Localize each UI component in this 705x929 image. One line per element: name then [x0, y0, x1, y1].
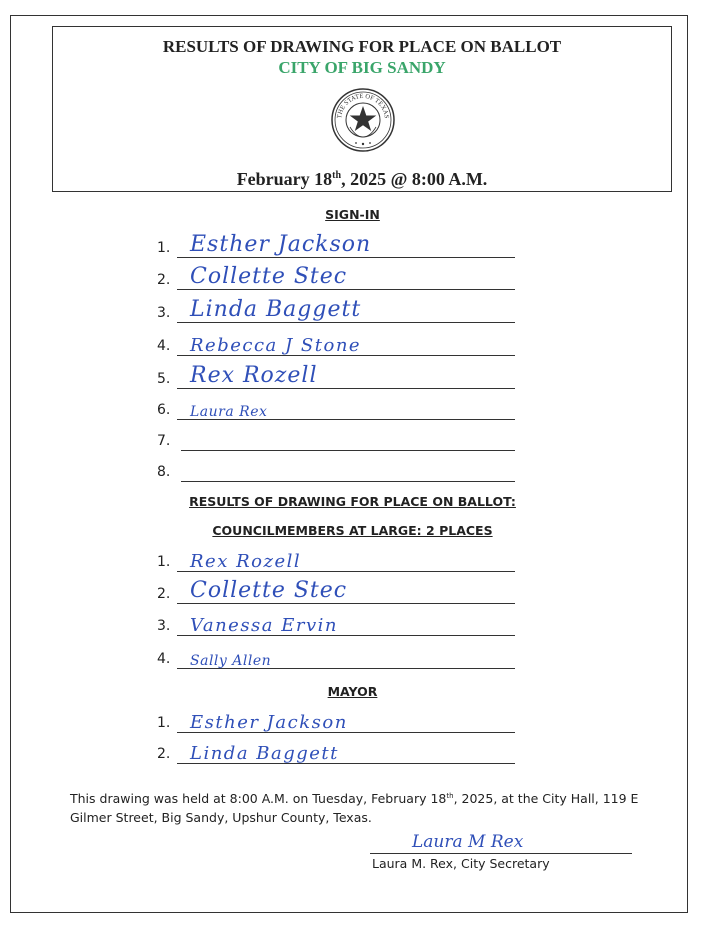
signature: Rex Rozell: [190, 551, 302, 572]
mayor-heading: MAYOR: [327, 684, 378, 699]
result-row: 2. Collette Stec: [0, 582, 705, 608]
result-row: 4. Sally Allen: [0, 647, 705, 673]
signature: Collette Stec: [190, 578, 348, 603]
signin-row: 8.: [0, 460, 705, 486]
mayor-row: 2. Linda Baggett: [0, 742, 705, 768]
signature: Collette Stec: [190, 264, 348, 289]
secretary-signature: Laura M Rex: [412, 832, 524, 852]
signin-row: 7.: [0, 429, 705, 455]
document-title: RESULTS OF DRAWING FOR PLACE ON BALLOT: [162, 37, 562, 56]
city-name: CITY OF BIG SANDY: [278, 58, 446, 77]
signature: Esther Jackson: [190, 232, 372, 257]
signature: Laura Rex: [190, 404, 268, 420]
results-subheading: COUNCILMEMBERS AT LARGE: 2 PLACES: [212, 523, 493, 538]
signature: Sally Allen: [190, 653, 272, 669]
header-box: [52, 26, 672, 192]
signin-heading: SIGN-IN: [325, 207, 380, 222]
secretary-label: Laura M. Rex, City Secretary: [372, 856, 550, 871]
signature: Rex Rozell: [190, 363, 318, 388]
drawing-date: February 18th, 2025 @ 8:00 A.M.: [236, 169, 488, 189]
mayor-row: 1. Esther Jackson: [0, 711, 705, 737]
result-row: 1. Rex Rozell: [0, 550, 705, 576]
result-row: 3. Vanessa Ervin: [0, 614, 705, 640]
results-heading: RESULTS OF DRAWING FOR PLACE ON BALLOT:: [189, 494, 516, 509]
signin-row: 5. Rex Rozell: [0, 367, 705, 393]
signature-line: [370, 853, 632, 854]
signature: Vanessa Ervin: [190, 615, 339, 636]
signature: Esther Jackson: [190, 712, 348, 733]
signature: Rebecca J Stone: [190, 335, 362, 356]
texas-seal-icon: [330, 87, 396, 153]
signin-row: 1. Esther Jackson: [0, 236, 705, 262]
signin-row: 3. Linda Baggett: [0, 301, 705, 327]
signature: Linda Baggett: [190, 743, 339, 764]
signin-row: 4. Rebecca J Stone: [0, 334, 705, 360]
seal-text: THE STATE OF TEXAS: [336, 92, 390, 119]
footer-statement: This drawing was held at 8:00 A.M. on Tuesday, February 18th, 2025, at the City Hall, 119 E Gilmer Street, Big Sandy, Upshur County, Texas.: [70, 791, 639, 826]
signature: Linda Baggett: [190, 297, 362, 322]
signin-row: 2. Collette Stec: [0, 268, 705, 294]
signin-row: 6. Laura Rex: [0, 398, 705, 424]
